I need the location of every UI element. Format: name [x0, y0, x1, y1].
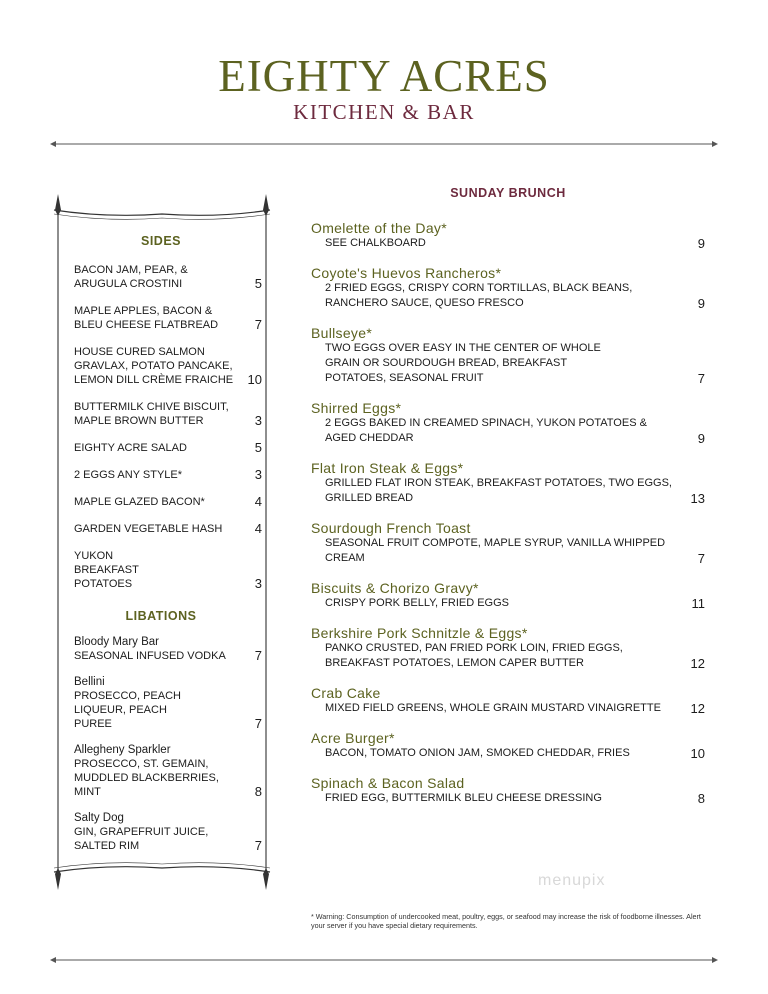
side-item: [60, 441, 262, 455]
dish-price: 9: [697, 236, 705, 251]
dish-description: GRILLED FLAT IRON STEAK, BREAKFAST POTATOES, TWO EGGS, GRILLED BREAD: [325, 477, 672, 504]
sides-heading: SIDES: [140, 234, 181, 248]
dish-description: SEASONAL FRUIT COMPOTE, MAPLE SYRUP, VANILLA WHIPPED CREAM: [325, 537, 666, 564]
dish-name: Coyote's Huevos Rancheros*: [311, 265, 502, 281]
dish-item: [311, 220, 705, 251]
side-item-name: BACON JAM, PEAR, & ARUGULA CROSTINI: [74, 264, 188, 290]
libation-name: Bellini: [74, 676, 105, 688]
dish-item: [311, 685, 705, 716]
dish-description: 2 EGGS BAKED IN CREAMED SPINACH, YUKON POTATOES & AGED CHEDDAR: [325, 417, 647, 444]
side-item-name: MAPLE APPLES, BACON & BLEU CHEESE FLATBREAD: [74, 305, 219, 331]
bottom-divider: [50, 954, 718, 966]
dish-item: [311, 520, 705, 566]
libation-item: [60, 635, 262, 663]
dish-name: Berkshire Pork Schnitzle & Eggs*: [311, 625, 528, 641]
side-item-name: HOUSE CURED SALMON GRAVLAX, POTATO PANCAKE, LEMON DILL CRÈME FRAICHE: [74, 346, 234, 386]
libation-price: 7: [254, 716, 262, 731]
dish-description: PANKO CRUSTED, PAN FRIED PORK LOIN, FRIED EGGS, BREAKFAST POTATOES, LEMON CAPER BUTTER: [325, 642, 623, 669]
dish-price: 12: [690, 656, 705, 671]
libation-price: 7: [254, 838, 262, 853]
dish-item: [311, 325, 705, 386]
dish-price: 7: [697, 371, 705, 386]
dish-price: 7: [697, 551, 705, 566]
libation-detail: PROSECCO, ST. GEMAIN, MUDDLED BLACKBERRIES, MINT: [74, 758, 219, 798]
dish-description: MIXED FIELD GREENS, WHOLE GRAIN MUSTARD VINAIGRETTE: [325, 702, 661, 714]
dish-price: 11: [691, 596, 705, 611]
libation-detail: GIN, GRAPEFRUIT JUICE, SALTED RIM: [74, 826, 209, 852]
dish-name: Bullseye*: [311, 325, 373, 341]
dish-name: Sourdough French Toast: [311, 520, 471, 536]
side-item-name: GARDEN VEGETABLE HASH: [74, 523, 223, 535]
side-item-price: 3: [254, 576, 262, 591]
dish-description: SEE CHALKBOARD: [325, 237, 426, 249]
side-item-name: 2 EGGS ANY STYLE*: [74, 469, 183, 481]
side-item-price: 10: [247, 372, 262, 387]
dish-price: 10: [690, 746, 705, 761]
dish-name: Spinach & Bacon Salad: [311, 775, 465, 791]
side-item-price: 4: [254, 521, 262, 536]
dish-item: [311, 265, 705, 311]
side-item: [60, 522, 262, 536]
dish-name: Flat Iron Steak & Eggs*: [311, 460, 464, 476]
libation-name: Bloody Mary Bar: [74, 636, 160, 648]
dish-name: Omelette of the Day*: [311, 220, 447, 236]
side-item-price: 7: [254, 317, 262, 332]
libation-price: 8: [254, 784, 262, 799]
side-item: [60, 263, 262, 291]
dish-item: [311, 460, 705, 506]
side-item-price: 5: [254, 276, 262, 291]
food-safety-warning: * Warning: Consumption of undercooked meat, poultry, eggs, or seafood may increase the risk of foodborne illnesses. Alert your server if you have special dietary requirements.: [311, 912, 701, 930]
libation-detail: PROSECCO, PEACH LIQUEUR, PEACH PUREE: [74, 690, 181, 730]
side-item: [60, 549, 262, 591]
dish-name: Crab Cake: [311, 685, 381, 701]
dish-name: Acre Burger*: [311, 730, 395, 746]
side-item-name: YUKON BREAKFAST POTATOES: [74, 550, 139, 590]
dish-name: Biscuits & Chorizo Gravy*: [311, 580, 479, 596]
side-item-price: 4: [254, 494, 262, 509]
dish-price: 9: [697, 296, 705, 311]
dish-description: FRIED EGG, BUTTERMILK BLEU CHEESE DRESSING: [325, 792, 602, 804]
side-item-name: BUTTERMILK CHIVE BISCUIT, MAPLE BROWN BUTTER: [74, 401, 229, 427]
dish-item: [311, 580, 705, 611]
dish-description: BACON, TOMATO ONION JAM, SMOKED CHEDDAR, FRIES: [325, 747, 630, 759]
side-item: [60, 345, 262, 387]
dish-price: 12: [690, 701, 705, 716]
dish-item: [311, 625, 705, 671]
side-item-name: MAPLE GLAZED BACON*: [74, 496, 205, 508]
side-item: [60, 400, 262, 428]
watermark: menupix: [538, 872, 606, 889]
libation-detail: SEASONAL INFUSED VODKA: [74, 650, 226, 662]
libation-price: 7: [254, 648, 262, 663]
side-item-price: 3: [254, 467, 262, 482]
side-item-price: 3: [254, 413, 262, 428]
brunch-menu: [311, 186, 705, 806]
dish-item: [311, 730, 705, 761]
side-item: [60, 468, 262, 482]
dish-description: CRISPY PORK BELLY, FRIED EGGS: [325, 597, 510, 609]
sidebar: [60, 222, 262, 853]
libation-item: [60, 743, 262, 799]
libations-heading: LIBATIONS: [125, 609, 197, 623]
dish-item: [311, 400, 705, 446]
libation-item: [60, 811, 262, 853]
top-divider: [50, 138, 718, 150]
dish-price: 13: [690, 491, 705, 506]
dish-price: 8: [697, 791, 705, 806]
side-item: [60, 304, 262, 332]
side-item: [60, 495, 262, 509]
dish-description: TWO EGGS OVER EASY IN THE CENTER OF WHOLE GRAIN OR SOURDOUGH BREAD, BREAKFAST POTATOES, SEASONAL FRUIT: [325, 342, 601, 384]
restaurant-name: EIGHTY ACRES: [218, 51, 550, 101]
libation-name: Allegheny Sparkler: [74, 744, 171, 756]
side-item-price: 5: [254, 440, 262, 455]
dish-name: Shirred Eggs*: [311, 400, 402, 416]
restaurant-subtitle: KITCHEN & BAR: [293, 100, 475, 124]
libation-item: [60, 675, 262, 731]
libation-name: Salty Dog: [74, 812, 124, 824]
brunch-heading: SUNDAY BRUNCH: [450, 186, 566, 200]
dish-price: 9: [697, 431, 705, 446]
dish-item: [311, 775, 705, 806]
dish-description: 2 FRIED EGGS, CRISPY CORN TORTILLAS, BLACK BEANS, RANCHERO SAUCE, QUESO FRESCO: [325, 282, 633, 309]
side-item-name: EIGHTY ACRE SALAD: [74, 442, 187, 454]
